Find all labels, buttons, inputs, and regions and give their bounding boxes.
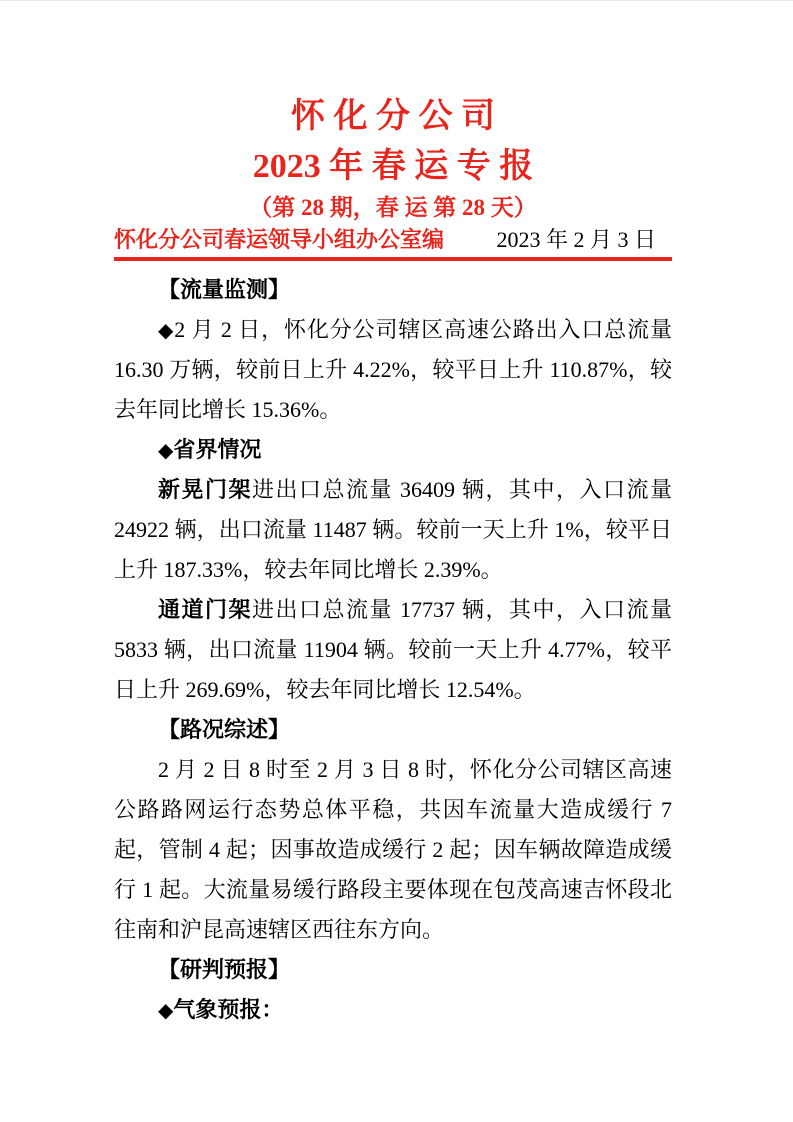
diamond-bullet-icon: ◆ bbox=[158, 318, 175, 342]
report-title: 2023 年 春 运 专 报 bbox=[252, 148, 534, 185]
page-content bbox=[0, 1, 793, 1030]
section-heading-label: 【路况综述】 bbox=[158, 717, 291, 742]
section-heading-road-conditions bbox=[114, 710, 672, 750]
masthead-rule bbox=[114, 257, 672, 261]
masthead bbox=[114, 226, 672, 254]
section-heading-forecast bbox=[114, 950, 672, 990]
title-block bbox=[114, 92, 672, 224]
subheading-label: 气象预报： bbox=[173, 997, 284, 1022]
gantry-name: 新晃门架 bbox=[158, 477, 252, 502]
diamond-bullet-icon: ◆ bbox=[158, 998, 174, 1022]
section-heading-traffic-monitoring bbox=[114, 270, 672, 310]
paragraph-text: 2 月 2 日 8 时至 2 月 3 日 8 时，怀化分公司辖区高速公路路网运行态势总体平稳，共因车流量大造成缓行 7 起，管制 4 起；因事故造成缓行 2 起；因车辆故障造成缓行 1 起。大流量易缓行路段主要体现在包茂高速吉怀段北往南和沪昆高速辖区西往东方向。 bbox=[114, 757, 672, 942]
subheading-weather-forecast bbox=[114, 990, 672, 1030]
paragraph-road-conditions bbox=[114, 750, 672, 950]
section-heading-label: 【研判预报】 bbox=[158, 957, 291, 982]
paragraph-xinhuang-gantry bbox=[114, 470, 672, 590]
paragraph-tongdao-gantry bbox=[114, 590, 672, 710]
company-title: 怀 化 分 公 司 bbox=[291, 98, 495, 135]
issuing-office: 怀化分公司春运领导小组办公室编 bbox=[114, 227, 445, 252]
paragraph-text: 进出口总流量 36409 辆，其中，入口流量 24922 辆，出口流量 11487 辆。较前一天上升 1%，较平日上升 187.33%，较去年同比增长 2.39%。 bbox=[114, 477, 672, 582]
document-body bbox=[114, 270, 672, 1030]
subheading-label: 省界情况 bbox=[173, 437, 262, 462]
paragraph-text: 进出口总流量 17737 辆，其中，入口流量 5833 辆，出口流量 11904 辆。较前一天上升 4.77%，较平日上升 269.69%，较去年同比增长 12.54%。 bbox=[114, 597, 672, 702]
paragraph-text: 2 月 2 日，怀化分公司辖区高速公路出入口总流量 16.30 万辆，较前日上升 4.22%，较平日上升 110.87%，较去年同比增长 15.36%。 bbox=[114, 317, 672, 422]
paragraph-total-flow bbox=[114, 310, 672, 430]
diamond-bullet-icon: ◆ bbox=[158, 438, 174, 462]
gantry-name: 通道门架 bbox=[158, 597, 252, 622]
subheading-provincial-border bbox=[114, 430, 672, 470]
publish-date: 2023 年 2 月 3 日 bbox=[496, 227, 656, 252]
section-heading-label: 【流量监测】 bbox=[158, 277, 291, 302]
issue-info: （第 28 期，春 运 第 28 天） bbox=[249, 195, 537, 220]
